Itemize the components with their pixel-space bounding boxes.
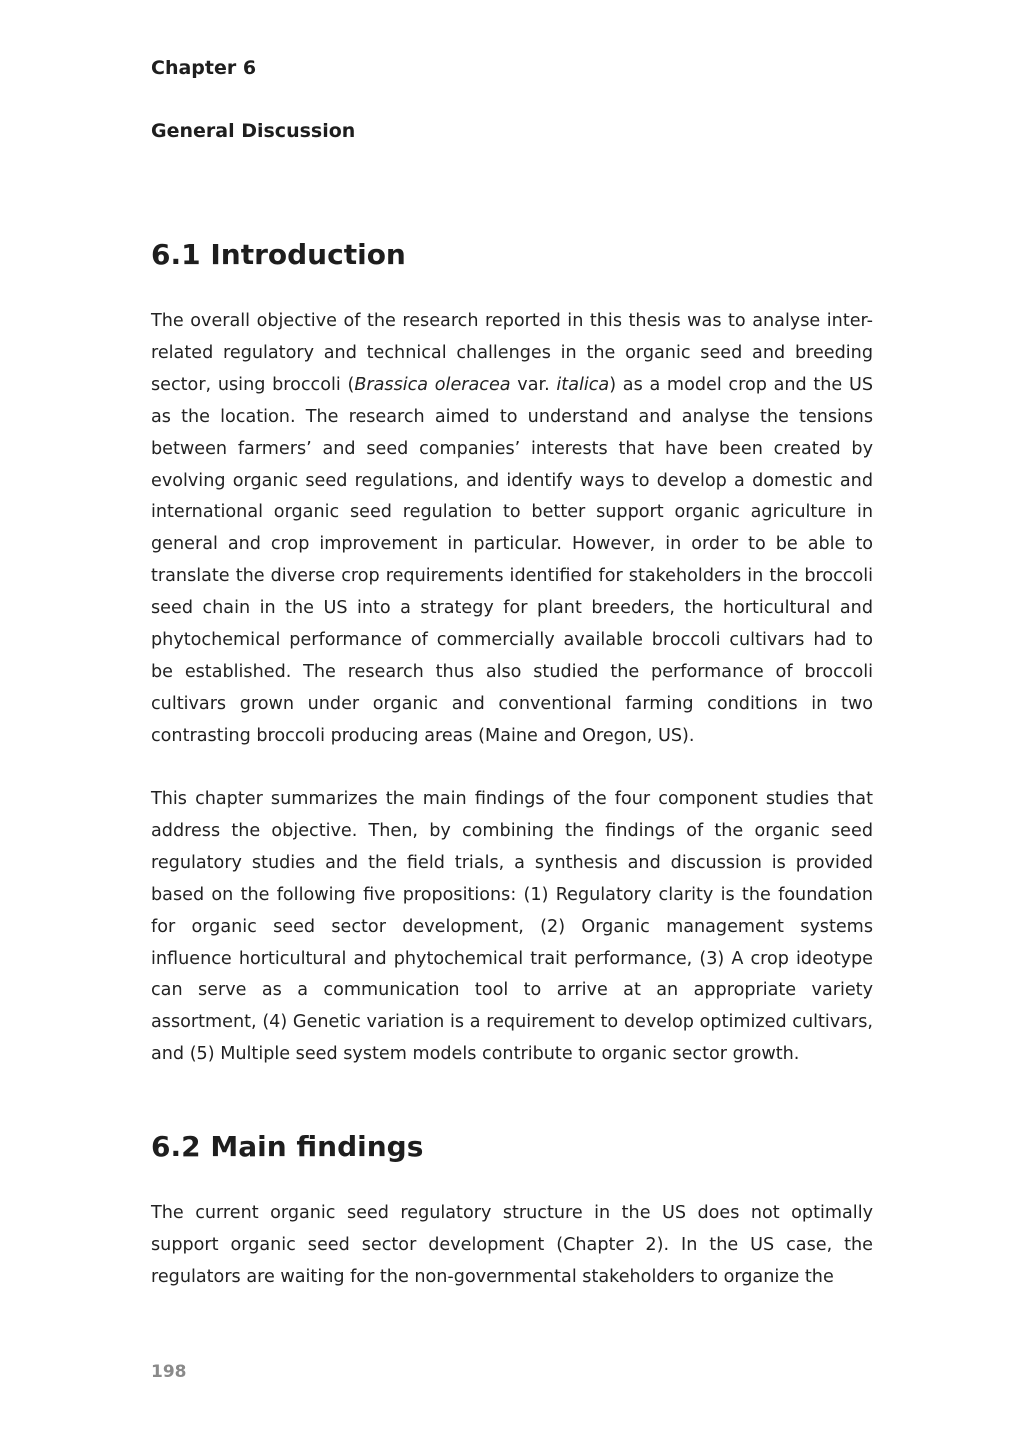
section-heading-main-findings: 6.2 Main findings — [151, 1130, 424, 1163]
chapter-label: Chapter 6 — [151, 57, 257, 79]
main-findings-paragraph-1: The current organic seed regulatory structure in the US does not optimally support organic seed sector development (Chapter 2). In the US case, the regulators are waiting for the non-governmental stakeholders to organize the — [151, 1203, 873, 1287]
page-number: 198 — [151, 1362, 187, 1382]
species-name: Brassica oleracea — [354, 374, 511, 395]
introduction-paragraph-2: This chapter summarizes the main findings of the four component studies that address the objective. Then, by combining the findings of the organic seed regulatory studies and the field trials, a synthesis and discussion is provided based on the following five propositions: (1) Regulatory clarity is the foundation for organic seed sector development, (2) Organic management systems influence horticultural and phytochemical trait performance, (3) A crop ideotype can serve as a communication tool to arrive at an appropriate variety assortment, (4) Genetic variation is a requirement to develop optimized cultivars, and (5) Multiple seed system models contribute to organic sector growth. — [151, 789, 873, 1065]
paragraph-text: var. — [510, 374, 557, 395]
chapter-title: General Discussion — [151, 120, 356, 142]
introduction-paragraph-1 — [151, 306, 873, 753]
paragraph-text: The overall objective of the research reported in this thesis was to analyse inter-related regulatory and technical challenges in the organic seed and breeding sector, using broccoli ( — [151, 311, 873, 395]
document-page — [151, 0, 873, 1440]
variety-name: italica — [556, 374, 610, 395]
paragraph-text: ) as a model crop and the US as the location. The research aimed to understand and analyse the tensions between farmers’ and seed companies’ interests that have been created by evolving organic seed regulations, and identify ways to develop a domestic and international organic seed regulation to better support organic agriculture in general and crop improvement in particular. However, in order to be able to translate the diverse crop requirements identified for stakeholders in the broccoli seed chain in the US into a strategy for plant breeders, the horticultural and phytochemical performance of commercially available broccoli cultivars had to be established. The research thus also studied the performance of broccoli cultivars grown under organic and conventional farming conditions in two contrasting broccoli producing areas (Maine and Oregon, US). — [151, 374, 874, 746]
section-heading-introduction: 6.1 Introduction — [151, 238, 406, 271]
